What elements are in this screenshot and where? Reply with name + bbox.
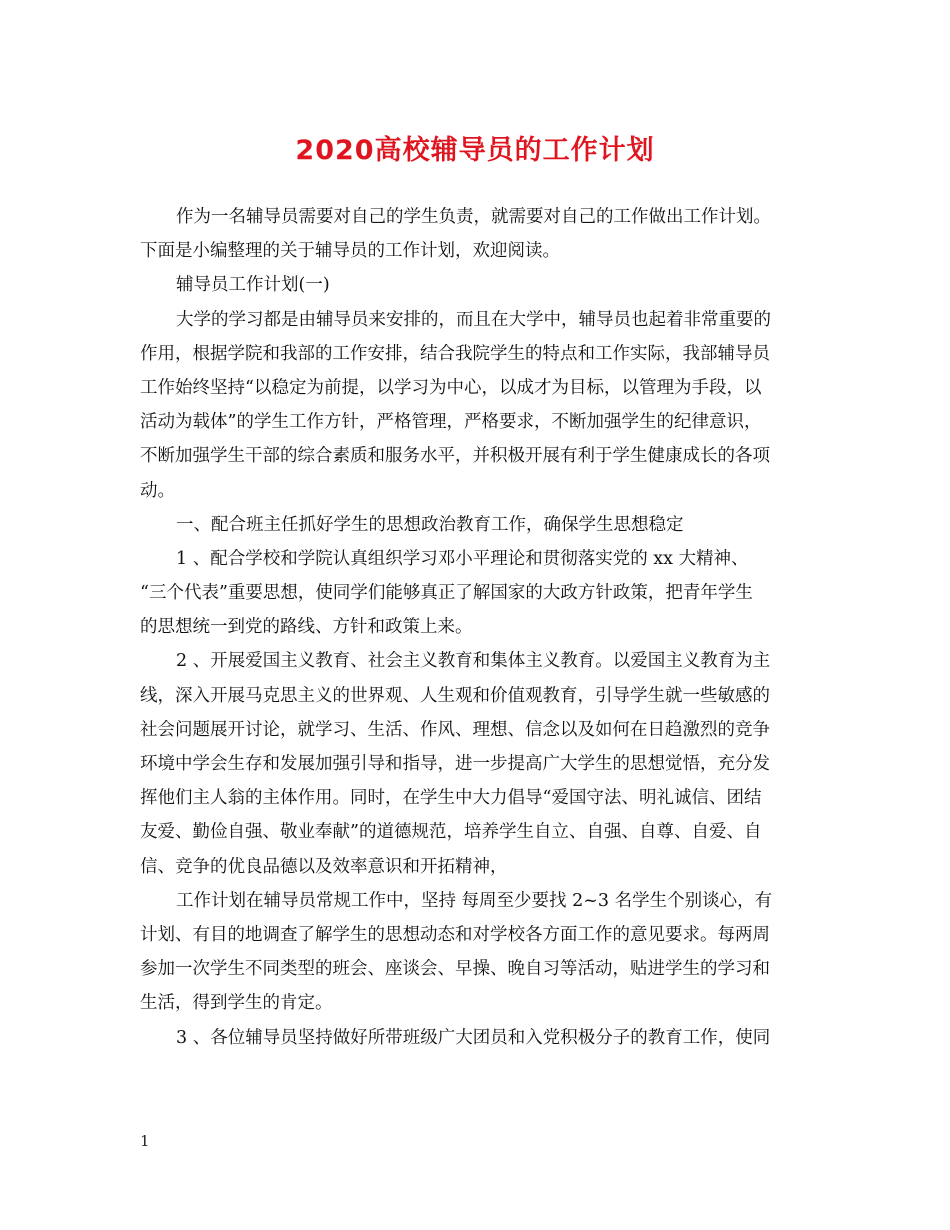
page-number: 1 [140,1132,150,1150]
document-body [140,200,812,1055]
text-line: 不断加强学生干部的综合素质和服务水平，并积极开展有利于学生健康成长的各项 [140,446,770,467]
text-line: 动。 [140,480,175,501]
text-line: 下面是小编整理的关于辅导员的工作计划，欢迎阅读。 [140,241,560,262]
section-heading: 一、配合班主任抓好学生的思想政治教育工作，确保学生思想稳定 [176,514,684,535]
text-line: 环境中学会生存和发展加强引导和指导，进一步提高广大学生的思想觉悟，充分发 [140,754,770,774]
text-line: 作用，根据学院和我部的工作安排，结合我院学生的特点和工作实际，我部辅导员 [140,343,770,364]
text-line: 的思想统一到党的路线、方针和政策上来。 [140,617,473,638]
text-line: 计划、有目的地调查了解学生的思想动态和对学校各方面工作的意见要求。每两周 [140,924,770,945]
text-line: 2 、开展爱国主义教育、社会主义教育和集体主义教育。以爱国主义教育为主 [176,651,771,672]
text-line: 工作始终坚持“以稳定为前提，以学习为中心，以成才为目标，以管理为手段，以 [140,377,762,398]
text-line: 3 、各位辅导员坚持做好所带班级广大团员和入党积极分子的教育工作，使同 [176,1027,771,1048]
text-line: 社会问题展开讨论，就学习、生活、作风、理想、信念以及如何在日趋激烈的竞争 [140,719,770,740]
text-line: 参加一次学生不同类型的班会、座谈会、早操、晚自习等活动，贴进学生的学习和 [140,959,770,980]
section-heading: 辅导员工作计划(一) [176,275,330,296]
text-line: 工作计划在辅导员常规工作中，坚持 每周至少要找 2~3 名学生个别谈心，有 [176,890,773,911]
text-line: 信、竞争的优良品德以及效率意识和开拓精神， [140,856,508,877]
text-line: 作为一名辅导员需要对自己的学生负责，就需要对自己的工作做出工作计划。 [176,207,771,227]
text-line: 1 、配合学校和学院认真组织学习邓小平理论和贯彻落实党的 xx 大精神、 [176,548,749,569]
document-title: 2020高校辅导员的工作计划 [295,135,655,166]
text-line: 大学的学习都是由辅导员来安排的，而且在大学中，辅导员也起着非常重要的 [176,309,771,330]
text-line: 活动为载体”的学生工作方针，严格管理，严格要求，不断加强学生的纪律意识， [140,412,762,433]
text-line: 友爱、勤俭自强、敬业奉献”的道德规范，培养学生自立、自强、自尊、自爱、自 [140,822,762,843]
text-line: 线，深入开展马克思主义的世界观、人生观和价值观教育，引导学生就一些敏感的 [140,685,770,706]
text-line: “三个代表”重要思想，使同学们能够真正了解国家的大政方针政策，把青年学生 [140,583,753,604]
text-line: 挥他们主人翁的主体作用。同时，在学生中大力倡导“爱国守法、明礼诚信、团结 [140,788,762,809]
text-line: 生活，得到学生的肯定。 [140,993,333,1014]
